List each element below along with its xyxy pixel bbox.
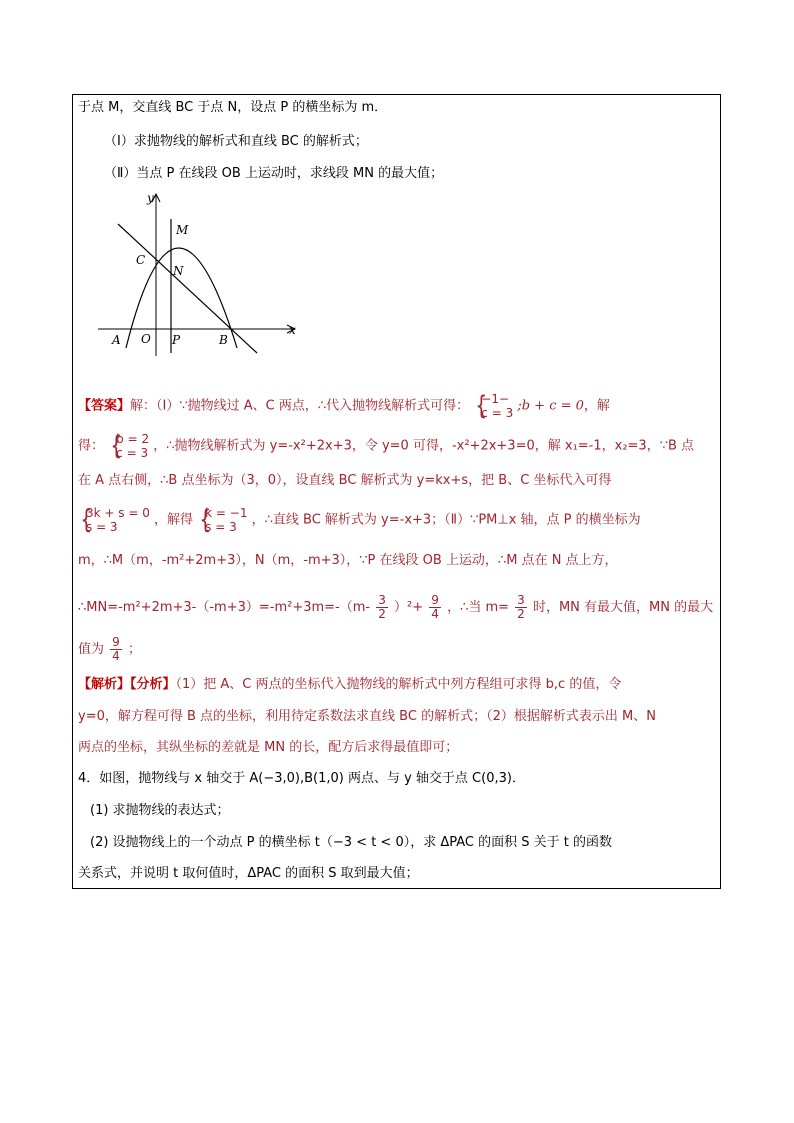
- analysis-tag: 【解析】【分析】: [78, 677, 176, 692]
- system-2: { b = 2 c = 3: [108, 432, 149, 460]
- system-3: { 3k + s = 0 s = 3: [78, 506, 150, 534]
- fig-label-C: C: [136, 253, 146, 267]
- fig-label-B: B: [219, 333, 228, 347]
- analysis-line-1: 【解析】【分析】（1）把 A、C 两点的坐标代入抛物线的解析式中列方程组可求得 b,c 的值，令: [78, 677, 622, 692]
- fraction-9-4-b: $\frac{9}{4}$: [112, 635, 120, 663]
- fig-label-O: O: [141, 332, 151, 346]
- answer-line-7: 值为 $\frac{9}{4}$ ；: [78, 635, 141, 663]
- fig-label-y: y: [147, 191, 154, 205]
- fig-label-M: M: [176, 223, 189, 237]
- system-1: { −1− c = 3: [473, 392, 513, 420]
- fraction-3-2-b: $\frac{3}{2}$: [517, 593, 525, 621]
- answer-line-2: 得： { b = 2 c = 3 ，∴抛物线解析式为 y=-x²+2x+3，令 y=0 可得，-x²+2x+3=0，解 x₁=-1，x₂=3，∵B 点: [78, 432, 694, 460]
- q3-intro-tail: 于点 M，交直线 BC 于点 N，设点 P 的横坐标为 m．: [78, 100, 388, 115]
- q4-stem: 4．如图，抛物线与 x 轴交于 A(−3,0),B(1,0) 两点、与 y 轴交于点 C(0,3)．: [78, 771, 525, 786]
- answer-line-6: ∴MN=-m²+2m+3-（-m+3）=-m²+3m=-（m- $\frac{3}{2}$ ）²+ $\frac{9}{4}$ ，∴当 m= $\frac{3}{2}$ 时，MN 有最大值，MN 的最大: [78, 593, 714, 621]
- system-4: { k = −1 s = 3: [197, 506, 247, 534]
- fig-label-x: x: [289, 323, 296, 337]
- answer-line-5: m，∴M（m，-m²+2m+3），N（m，-m+3），∵P 在线段 OB 上运动，∴M 点在 N 点上方，: [78, 553, 618, 568]
- fraction-9-4-a: $\frac{9}{4}$: [431, 593, 439, 621]
- fig-label-P: P: [172, 333, 181, 347]
- q3-part2: （Ⅱ）当点 P 在线段 OB 上运动时，求线段 MN 的最大值；: [104, 166, 444, 181]
- answer-line-3: 在 A 点右侧，∴B 点坐标为（3，0），设直线 BC 解析式为 y=kx+s，把 B、C 坐标代入可得: [78, 473, 612, 488]
- fig-label-N: N: [173, 264, 184, 278]
- answer-line-4: { 3k + s = 0 s = 3 ，解得 { k = −1 s = 3 ，∴直线 BC 解析式为 y=-x+3；（Ⅱ）∵PM⊥x 轴，点 P 的横坐标为: [78, 506, 641, 534]
- q3-part1: （Ⅰ）求抛物线的解析式和直线 BC 的解析式；: [104, 134, 368, 149]
- parabola-figure: [90, 188, 305, 358]
- fig-label-A: A: [112, 333, 121, 347]
- analysis-line-3: 两点的坐标，其纵坐标的差就是 MN 的长，配方后求得最值即可；: [78, 740, 459, 755]
- q4-part2-line2: 关系式，并说明 t 取何值时，ΔPAC 的面积 S 取到最大值；: [78, 866, 419, 881]
- answer-tag: 【答案】: [78, 398, 131, 414]
- answer-line-1: 【答案】解：（Ⅰ）∵抛物线过 A、C 两点，∴代入抛物线解析式可得： { −1− c = 3 ;b + c = 0，解: [78, 392, 610, 420]
- q4-part2-line1: (2) 设抛物线上的一个动点 P 的横坐标 t（−3 < t < 0），求 ΔPAC 的面积 S 关于 t 的函数: [90, 835, 613, 850]
- fraction-3-2-a: $\frac{3}{2}$: [378, 593, 386, 621]
- q4-part1: (1) 求抛物线的表达式；: [90, 803, 230, 818]
- analysis-line-2: y=0，解方程可得 B 点的坐标，利用待定系数法求直线 BC 的解析式；（2）根据解析式表示出 M、N: [78, 709, 656, 724]
